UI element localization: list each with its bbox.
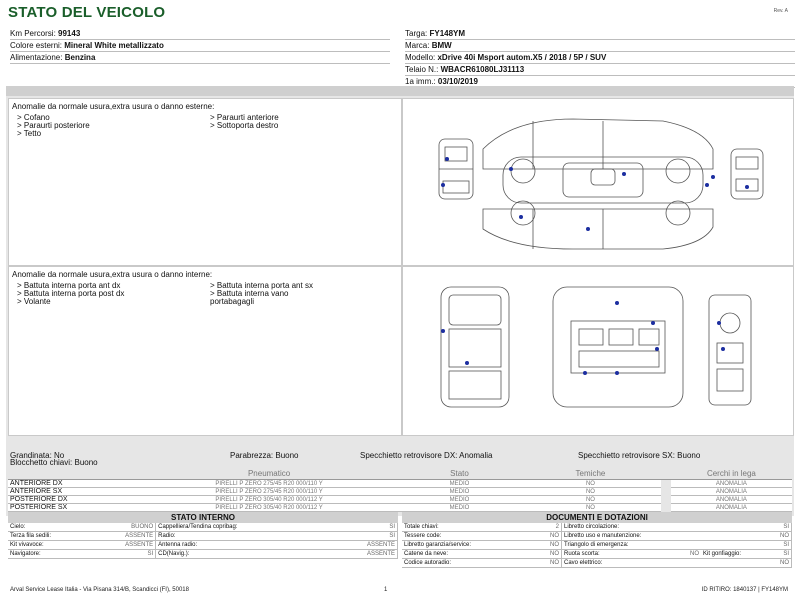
grid-label: Terza fila sedili: <box>8 532 117 541</box>
documenti-title: DOCUMENTI E DOTAZIONI <box>402 512 792 523</box>
grid-value: SI <box>359 523 398 532</box>
damage-item: portabagagli <box>210 297 255 306</box>
table-row <box>8 488 792 496</box>
info-value: WBACR61080LJ31113 <box>440 65 525 74</box>
info-row <box>405 64 795 76</box>
damage-markers <box>441 157 749 231</box>
table-row <box>402 532 792 541</box>
tyre-position: POSTERIORE SX <box>8 504 139 512</box>
table-row <box>402 523 792 532</box>
grid-value: NO <box>523 559 562 568</box>
tyre-model: PIRELLI P ZERO 275/45 R20 000/110 Y <box>139 480 399 488</box>
side-view-top-drawing <box>483 119 713 183</box>
damage-item: > Sottoporta destro <box>210 121 279 130</box>
documenti-box <box>402 512 792 568</box>
info-value: 99143 <box>58 29 81 38</box>
grid-label: Navigatore: <box>8 550 117 559</box>
tyre-gap <box>661 504 671 512</box>
page-title: STATO DEL VEICOLO <box>8 4 166 21</box>
grid-value: 2 <box>523 523 562 532</box>
damage-item: > Battuta interna vano <box>210 289 289 298</box>
side-view-bottom-drawing <box>483 201 713 249</box>
grid-label: CD(Navig.): <box>156 550 359 559</box>
stato-interno-table <box>8 523 398 559</box>
tyre-cerchi: ANOMALIA <box>671 504 792 512</box>
specchietto-sx-status: Specchietto retrovisore SX: Buono <box>578 451 701 460</box>
grid-value: SI <box>359 532 398 541</box>
table-row <box>8 532 398 541</box>
damage-item: > Paraurti posteriore <box>17 121 90 130</box>
info-label: Telaio N.: <box>405 65 439 74</box>
table-row <box>8 496 792 504</box>
tyres-header-stato: Stato <box>399 468 520 480</box>
tyre-temiche: NO <box>520 496 661 504</box>
tyre-stato: MEDIO <box>399 480 520 488</box>
grid-value: NO <box>523 541 562 550</box>
grid-label: Libretto garanzia/service: <box>402 541 523 550</box>
damage-item: > Tetto <box>17 129 42 138</box>
table-row <box>8 523 398 532</box>
info-row <box>405 52 795 64</box>
external-damage-list-right <box>210 114 279 130</box>
car-interior-diagram <box>403 267 793 435</box>
table-row <box>8 541 398 550</box>
section-divider <box>6 86 794 96</box>
tyres-header-tyre: Pneumatico <box>139 468 399 480</box>
tyre-position: ANTERIORE SX <box>8 488 139 496</box>
damage-item: > Cofano <box>17 113 50 122</box>
tyre-position: POSTERIORE DX <box>8 496 139 504</box>
grid-label: Codice autoradio: <box>402 559 523 568</box>
grid-label: Catene da neve: <box>402 550 523 559</box>
info-value: BMW <box>431 41 452 50</box>
grid-value: SI <box>117 550 156 559</box>
damage-item: > Volante <box>17 297 51 306</box>
tyre-model: PIRELLI P ZERO 305/40 R20 000/112 Y <box>139 496 399 504</box>
info-value: xDrive 40i Msport autom.X5 / 2018 / 5P / SUV <box>437 53 607 62</box>
tyres-header-cerchi: Cerchi in lega <box>671 468 792 480</box>
info-label: Marca: <box>405 41 430 50</box>
info-value: Mineral White metallizzato <box>64 41 164 50</box>
rear-view-drawing <box>731 149 763 199</box>
grid-value: ASSENTE <box>359 541 398 550</box>
internal-car-diagram <box>402 266 794 436</box>
tyre-position: ANTERIORE DX <box>8 480 139 488</box>
damage-item: > Battuta interna porta post dx <box>17 289 125 298</box>
grid-value: BUONO <box>117 523 156 532</box>
info-label: Modello: <box>405 53 436 62</box>
info-row <box>405 40 795 52</box>
footer-page-number: 1 <box>384 587 388 593</box>
tyre-model: PIRELLI P ZERO 275/45 R20 000/110 Y <box>139 488 399 496</box>
documenti-table <box>402 523 792 568</box>
internal-damage-list-right <box>210 282 313 306</box>
grid-label: Cavo elettrico: <box>562 559 702 568</box>
external-damage-title: Anomalie da normale usura,extra usura o danno esterne: <box>12 102 215 111</box>
grid-value: NO <box>701 559 792 568</box>
grid-value: ASSENTE <box>117 532 156 541</box>
grid-label: Radio: <box>156 532 359 541</box>
front-view-drawing <box>439 139 473 199</box>
grid-label: Tessere code: <box>402 532 523 541</box>
info-value: 03/10/2019 <box>437 77 478 86</box>
vehicle-info-right <box>405 28 795 88</box>
tyre-stato: MEDIO <box>399 488 520 496</box>
kit-gonfiaggio-cell <box>701 550 792 559</box>
tyre-stato: MEDIO <box>399 496 520 504</box>
specchietto-dx-status: Specchietto retrovisore DX: Anomalia <box>360 451 493 460</box>
ruota-scorta-value: NO <box>690 551 699 557</box>
tyres-header-position <box>8 468 139 480</box>
table-row <box>402 550 792 559</box>
tyre-temiche: NO <box>520 488 661 496</box>
damage-item: > Battuta interna porta ant dx <box>17 281 121 290</box>
table-row <box>402 559 792 568</box>
info-label: 1a imm.: <box>405 77 436 86</box>
info-label: Alimentazione: <box>10 53 63 62</box>
grid-label: Cappelliera/Tendina copribag: <box>156 523 359 532</box>
tyre-gap <box>661 488 671 496</box>
info-row <box>10 52 390 64</box>
trunk-view-drawing <box>441 287 509 407</box>
damage-item: > Paraurti anteriore <box>210 113 279 122</box>
stato-interno-title: STATO INTERNO <box>8 512 398 523</box>
grid-label: Cielo: <box>8 523 117 532</box>
info-label: Colore esterni: <box>10 41 63 50</box>
blocchetto-status: Blocchetto chiavi: Buono <box>10 458 98 467</box>
external-damage-list-left <box>17 114 90 138</box>
table-row <box>8 550 398 559</box>
damage-item: > Battuta interna porta ant sx <box>210 281 313 290</box>
grid-label <box>562 550 702 559</box>
tyre-cerchi: ANOMALIA <box>671 480 792 488</box>
tyre-gap <box>661 480 671 488</box>
car-exterior-diagram <box>403 99 793 265</box>
tyre-temiche: NO <box>520 504 661 512</box>
tyres-table <box>8 468 792 512</box>
grid-label: Antenna radio: <box>156 541 359 550</box>
ruota-scorta-label: Ruota scorta: <box>564 551 600 557</box>
tyres-header-temiche: Temiche <box>520 468 661 480</box>
interior-damage-markers <box>441 301 725 375</box>
info-label: Km Percorsi: <box>10 29 56 38</box>
table-row <box>8 480 792 488</box>
info-row <box>10 28 390 40</box>
stato-interno-box <box>8 512 398 559</box>
tyre-cerchi: ANOMALIA <box>671 496 792 504</box>
grid-value: ASSENTE <box>359 550 398 559</box>
grid-value: NO <box>523 550 562 559</box>
info-value: FY148YM <box>429 29 466 38</box>
revision-label: Rev. A <box>773 8 788 14</box>
info-row <box>405 28 795 40</box>
tyre-gap <box>661 496 671 504</box>
info-value: Benzina <box>64 53 96 62</box>
internal-damage-list-left <box>17 282 124 306</box>
internal-damage-title: Anomalie da normale usura,extra usura o danno interne: <box>12 270 213 279</box>
tyre-cerchi: ANOMALIA <box>671 488 792 496</box>
info-label: Targa: <box>405 29 428 38</box>
cabin-top-view-drawing <box>553 287 683 407</box>
grid-value: NO <box>523 532 562 541</box>
table-row <box>8 504 792 512</box>
kit-gonfiaggio-label: Kit gonfiaggio: <box>703 551 742 557</box>
vehicle-info-left <box>10 28 390 64</box>
table-row <box>402 541 792 550</box>
grid-value: ASSENTE <box>117 541 156 550</box>
footer-company: Arval Service Lease Italia - Via Pisana 314/B, Scandicci (FI), 50018 <box>10 587 189 593</box>
grid-label: Triangolo di emergenza: <box>562 541 702 550</box>
internal-damage-panel <box>8 266 402 436</box>
grid-label: Libretto uso e manutenzione: <box>562 532 702 541</box>
kit-gonfiaggio-value: SI <box>783 551 789 557</box>
grid-label: Kit vivavoce: <box>8 541 117 550</box>
tyre-model: PIRELLI P ZERO 305/40 R20 000/112 Y <box>139 504 399 512</box>
tyre-temiche: NO <box>520 480 661 488</box>
external-car-diagram <box>402 98 794 266</box>
info-row <box>10 40 390 52</box>
tyres-header-gap <box>661 468 671 480</box>
external-damage-panel <box>8 98 402 266</box>
grid-label: Totale chiavi: <box>402 523 523 532</box>
grid-value: SI <box>701 523 792 532</box>
grid-label: Libretto circolazione: <box>562 523 702 532</box>
grid-value: SI <box>701 541 792 550</box>
grid-value: NO <box>701 532 792 541</box>
grandinata-status: Grandinata: No <box>10 451 65 460</box>
parabrezza-status: Parabrezza: Buono <box>230 451 299 460</box>
footer-id: ID RITIRO: 1840137 | FY148YM <box>701 587 788 593</box>
tyre-stato: MEDIO <box>399 504 520 512</box>
dashboard-view-drawing <box>709 295 751 405</box>
